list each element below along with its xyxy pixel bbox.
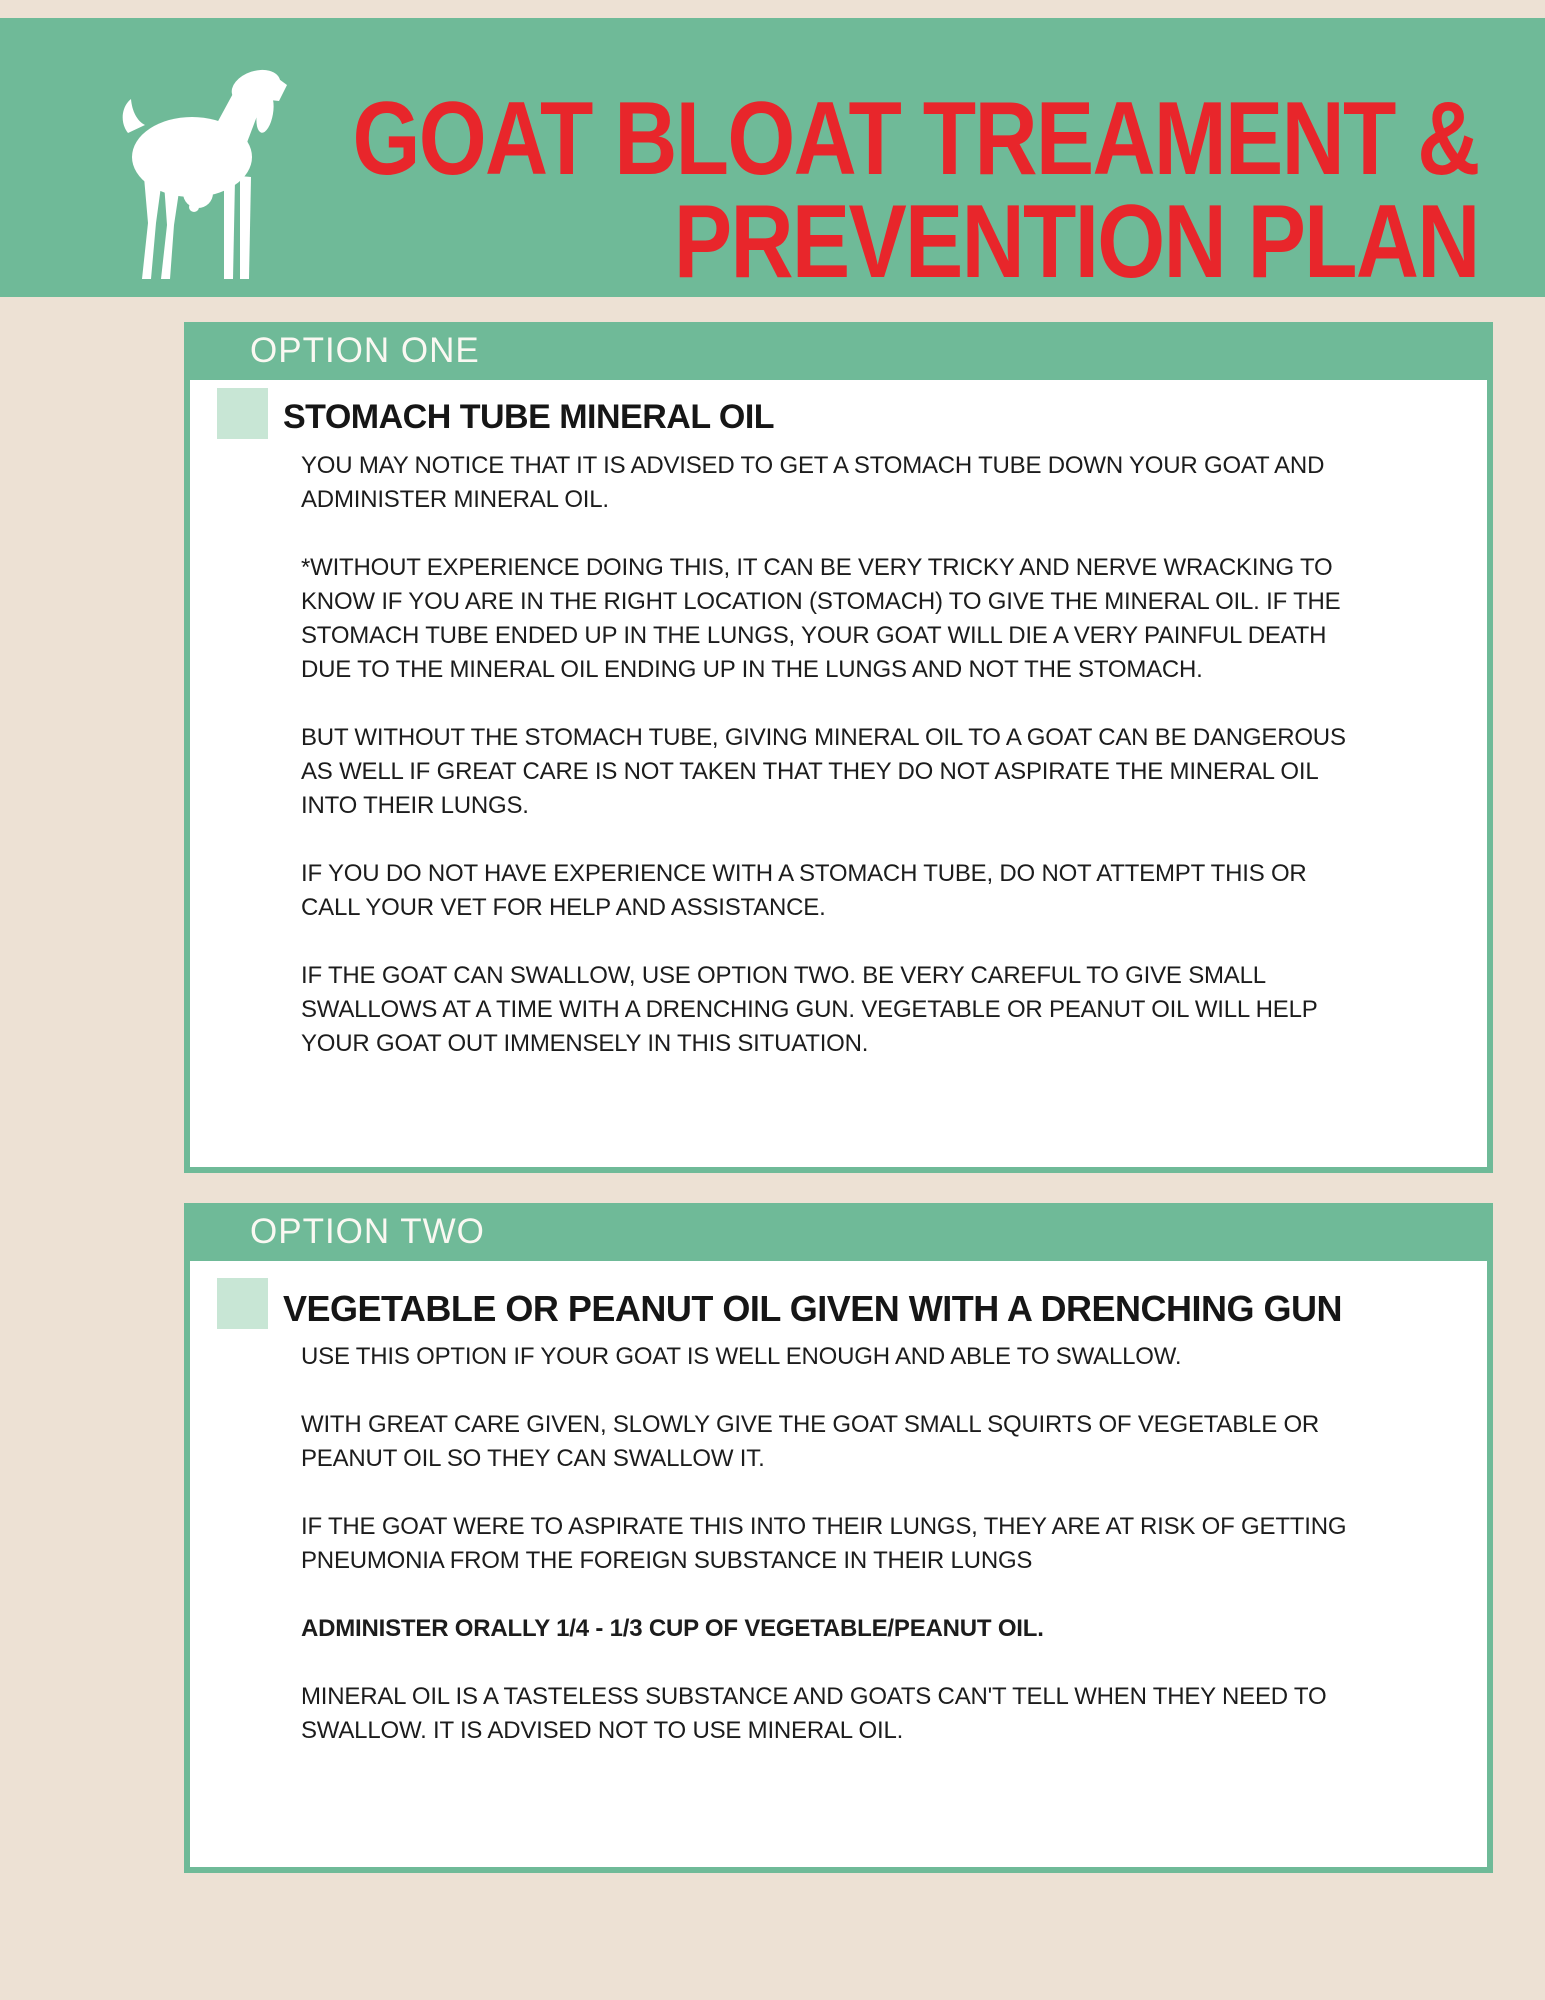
paragraph: WITH GREAT CARE GIVEN, SLOWLY GIVE THE GOAT SMALL SQUIRTS OF VEGETABLE OR PEANUT OIL SO THEY CAN SWALLOW IT.	[301, 1411, 1320, 1472]
page-title	[352, 81, 1479, 300]
option-one-header-bar	[184, 322, 1493, 380]
option-one-label: OPTION ONE	[250, 331, 480, 370]
page-title-line1: GOAT BLOAT TREAMENT &	[352, 81, 1479, 197]
goat-icon	[118, 60, 288, 282]
option-two-box	[184, 1261, 1493, 1873]
option-two-header-bar	[184, 1203, 1493, 1261]
option-two-heading-row	[217, 1278, 1447, 1330]
paragraph: IF YOU DO NOT HAVE EXPERIENCE WITH A STOMACH TUBE, DO NOT ATTEMPT THIS OR CALL YOUR VET FOR HELP AND ASSISTANCE.	[301, 860, 1307, 921]
option-one-section	[184, 322, 1493, 1173]
paragraph: IF THE GOAT CAN SWALLOW, USE OPTION TWO. BE VERY CAREFUL TO GIVE SMALL SWALLOWS AT A TIME WITH A DRENCHING GUN. VEGETABLE OR PEANUT OIL WILL HELP YOUR GOAT OUT IMMENSELY IN THIS SITUATION.	[301, 962, 1318, 1057]
paragraph: MINERAL OIL IS A TASTELESS SUBSTANCE AND GOATS CAN'T TELL WHEN THEY NEED TO SWALLOW. IT IS ADVISED NOT TO USE MINERAL OIL.	[301, 1683, 1327, 1744]
option-one-box	[184, 380, 1493, 1173]
option-two-heading: VEGETABLE OR PEANUT OIL GIVEN WITH A DRENCHING GUN	[283, 1288, 1343, 1329]
paragraph: *WITHOUT EXPERIENCE DOING THIS, IT CAN BE VERY TRICKY AND NERVE WRACKING TO KNOW IF YOU ARE IN THE RIGHT LOCATION (STOMACH) TO GIVE THE MINERAL OIL. IF THE STOMACH TUBE ENDED UP IN THE LUNGS, YOUR GOAT WILL DIE A VERY PAINFUL DEATH DUE TO THE MINERAL OIL ENDING UP IN THE LUNGS AND NOT THE STOMACH.	[301, 554, 1341, 683]
option-two-body	[301, 1340, 1447, 1748]
paragraph: YOU MAY NOTICE THAT IT IS ADVISED TO GET A STOMACH TUBE DOWN YOUR GOAT AND ADMINISTER MINERAL OIL.	[301, 452, 1325, 513]
header-banner	[0, 18, 1545, 300]
paragraph: ADMINISTER ORALLY 1/4 - 1/3 CUP OF VEGETABLE/PEANUT OIL.	[301, 1615, 1044, 1642]
mint-square-icon	[217, 1278, 268, 1329]
option-one-heading: STOMACH TUBE MINERAL OIL	[283, 398, 775, 436]
paragraph: USE THIS OPTION IF YOUR GOAT IS WELL ENOUGH AND ABLE TO SWALLOW.	[301, 1343, 1182, 1370]
paragraph: IF THE GOAT WERE TO ASPIRATE THIS INTO THEIR LUNGS, THEY ARE AT RISK OF GETTING PNEUMONIA FROM THE FOREIGN SUBSTANCE IN THEIR LUNGS	[301, 1513, 1347, 1574]
option-one-body	[301, 449, 1447, 1061]
option-two-section	[184, 1203, 1493, 1873]
page-title-line2: PREVENTION PLAN	[674, 183, 1479, 300]
mint-square-icon	[217, 388, 268, 439]
paragraph: BUT WITHOUT THE STOMACH TUBE, GIVING MINERAL OIL TO A GOAT CAN BE DANGEROUS AS WELL IF GREAT CARE IS NOT TAKEN THAT THEY DO NOT ASPIRATE THE MINERAL OIL INTO THEIR LUNGS.	[301, 724, 1346, 819]
option-one-heading-row	[217, 388, 1447, 439]
option-two-label: OPTION TWO	[250, 1212, 485, 1251]
